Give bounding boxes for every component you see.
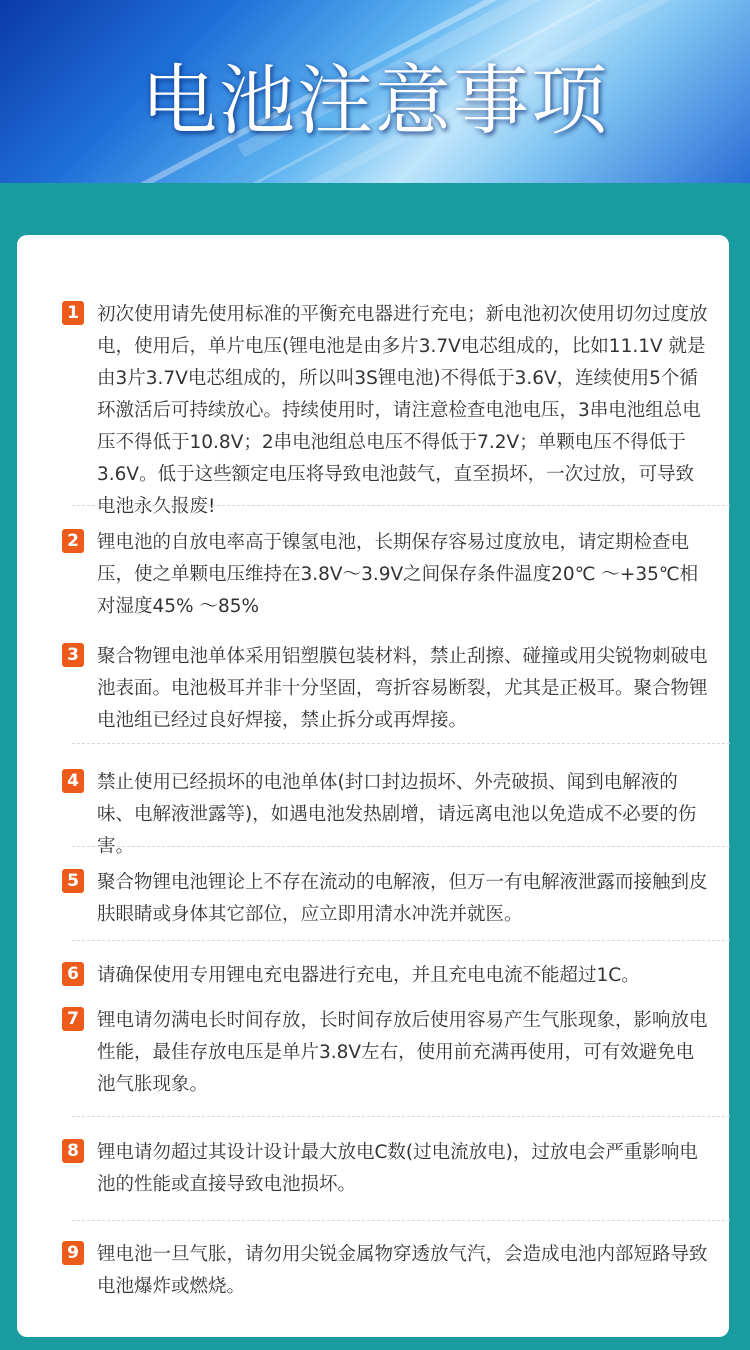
notice-item (62, 641, 712, 737)
item-text: 请确保使用专用锂电充电器进行充电，并且充电电流不能超过1C。 (97, 965, 640, 986)
item-number-badge: 7 (62, 1007, 84, 1031)
item-text: 锂电请勿超过其设计设计最大放电C数(过电流放电)，过放电会严重影响电池的性能或直接导致电池损坏。 (97, 1142, 698, 1195)
notice-item (62, 527, 712, 623)
header-banner (0, 0, 750, 183)
notice-item (62, 867, 712, 931)
item-number-badge: 6 (62, 962, 84, 986)
item-number-badge: 5 (62, 869, 84, 893)
item-number-badge: 8 (62, 1139, 84, 1163)
item-text: 锂电池的自放电率高于镍氢电池，长期保存容易过度放电，请定期检查电压，使之单颗电压维持在3.8V～3.9V之间保存条件温度20℃ ～+35℃相对湿度45% ～85% (97, 532, 699, 617)
item-number-badge: 9 (62, 1241, 84, 1265)
dashed-divider (72, 846, 730, 847)
item-text: 禁止使用已经损坏的电池单体(封口封边损坏、外壳破损、闻到电解液的味、电解液泄露等)，如遇电池发热剧增，请远离电池以免造成不必要的伤害。 (97, 772, 697, 857)
item-text: 初次使用请先使用标准的平衡充电器进行充电；新电池初次使用切勿过度放电，使用后，单片电压(锂电池是由多片3.7V电芯组成的，比如11.1V 就是由3片3.7V电芯组成的，所以叫3S锂电池)不得低于3.6V，连续使用5个循环激活后可持续放心。持续使用时，请注意检查电池电压，3串电池组总电压不得低于10.8V；2串电池组总电压不得低于7.2V；单颗电压不得低于3.6V。低于这些额定电压将导致电池鼓气，直至损坏，一次过放，可导致电池永久报废! (97, 304, 708, 517)
item-number-badge: 1 (62, 301, 84, 325)
notice-item (62, 1137, 712, 1201)
notice-item (62, 1005, 712, 1101)
item-text: 聚合物锂电池单体采用铝塑膜包装材料，禁止刮擦、碰撞或用尖锐物刺破电池表面。电池极耳并非十分坚固，弯折容易断裂，尤其是正极耳。聚合物锂电池组已经过良好焊接，禁止拆分或再焊接。 (97, 646, 708, 731)
page-title: 电池注意事项 (141, 56, 609, 145)
dashed-divider (72, 505, 730, 506)
item-text: 聚合物锂电池锂论上不存在流动的电解液，但万一有电解液泄露而接触到皮肤眼睛或身体其它部位，应立即用清水冲洗并就医。 (97, 872, 708, 925)
item-text: 锂电请勿满电长时间存放，长时间存放后使用容易产生气胀现象，影响放电性能，最佳存放电压是单片3.8V左右，使用前充满再使用，可有效避免电池气胀现象。 (97, 1010, 708, 1095)
dashed-divider (72, 1220, 730, 1221)
notice-item (62, 299, 712, 523)
notice-card (17, 235, 729, 1337)
dashed-divider (72, 1116, 730, 1117)
item-number-badge: 4 (62, 769, 84, 793)
notice-item (62, 767, 712, 863)
item-number-badge: 2 (62, 529, 84, 553)
item-number-badge: 3 (62, 643, 84, 667)
dashed-divider (72, 743, 730, 744)
notice-item (62, 960, 712, 992)
dashed-divider (72, 940, 730, 941)
notice-item (62, 1239, 712, 1303)
item-text: 锂电池一旦气胀，请勿用尖锐金属物穿透放气汽，会造成电池内部短路导致电池爆炸或燃烧。 (97, 1244, 708, 1297)
